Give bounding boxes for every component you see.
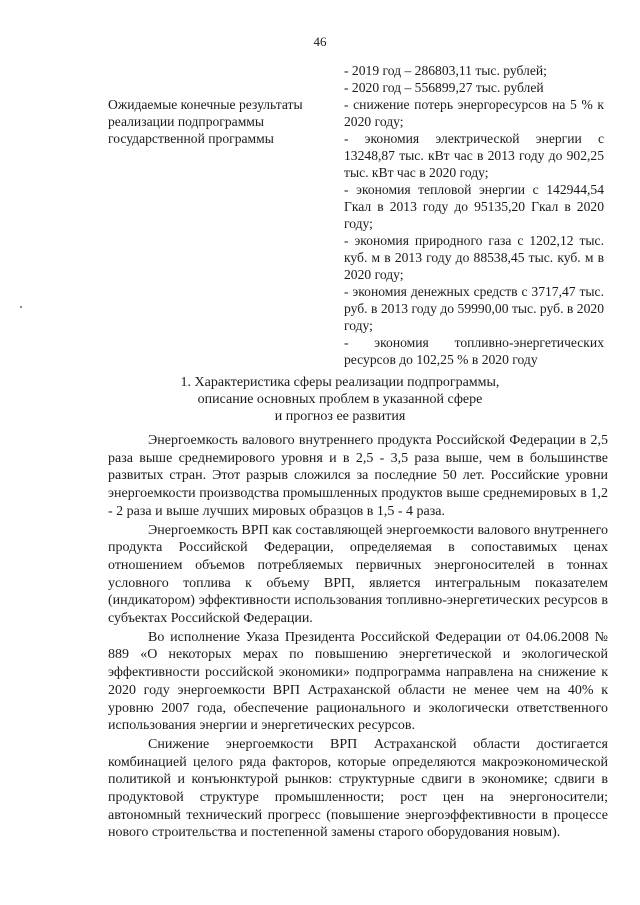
- funding-line-2020: - 2020 год – 556899,27 тыс. рублей: [344, 80, 544, 95]
- section-heading: [120, 374, 560, 425]
- section-body: [108, 432, 608, 843]
- table-values-column: [344, 62, 604, 368]
- result-item-losses: - снижение потерь энергоресурсов на 5 % к 2020 году;: [344, 97, 604, 129]
- paragraph: Снижение энергоемкости ВРП Астраханской области достигается комбинацией целого ряда факторов, которые определяются макроэкономической политикой и конъюнктурой рынков: структурные сдвиги в экономике; сдвиги в продуктовой структуре промышленности; рост цен на энергоносители; автономный технический прогресс (повышение энергоэффективности в процессе нового строительства и постепенной замены старого оборудования новым).: [108, 736, 608, 841]
- funding-line-2019: - 2019 год – 286803,11 тыс. рублей;: [344, 63, 547, 78]
- paragraph: Энергоемкость ВРП как составляющей энергоемкости валового внутреннего продукта Российской Федерации, определяемая в сопоставимых ценах отношением объемов потребляемых первичных энергоносителей в тоннах условного топлива к объему ВРП, является интегральным показателем (индикатором) эффективности использования топливно-энергетических ресурсов в субъектах Российской Федерации.: [108, 522, 608, 627]
- page-number: 46: [313, 34, 327, 49]
- result-item-electricity: - экономия электрической энергии с 13248,87 тыс. кВт час в 2013 году до 902,25 тыс. кВт час в 2020 году;: [344, 131, 604, 180]
- section-heading-line: 1. Характеристика сферы реализации подпрограммы,: [180, 375, 500, 390]
- section-heading-line: описание основных проблем в указанной сфере: [197, 392, 483, 407]
- paragraph: Во исполнение Указа Президента Российской Федерации от 04.06.2008 № 889 «О некоторых мерах по повышению энергетической и экологической эффективности российской экономики» подпрограмма направлена на снижение к 2020 году энергоемкости ВРП Астраханской области не менее чем на 40% к уровню 2007 года, обеспечение рационального и экологически ответственного использования энергии и энергетических ресурсов.: [108, 629, 608, 734]
- result-item-money: - экономия денежных средств с 3717,47 тыс. руб. в 2013 году до 59990,00 тыс. руб. в 2020 году;: [344, 284, 604, 333]
- summary-table: [0, 62, 640, 372]
- table-label-expected-results: Ожидаемые конечные результаты реализации подпрограммы государственной программы: [108, 97, 303, 146]
- section-heading-line: и прогноз ее развития: [274, 409, 406, 424]
- paragraph: Энергоемкость валового внутреннего продукта Российской Федерации в 2,5 раза выше среднемирового уровня и в 2,5 - 3,5 раза выше, чем в большинстве развитых стран. Этот разрыв сложился за последние 50 лет. Российские уровни энергоемкости производства промышленных продуктов выше среднемировых в 1,2 - 2 раза и выше лучших мировых образцов в 1,5 - 4 раза.: [108, 433, 608, 519]
- result-item-heat: - экономия тепловой энергии с 142944,54 Гкал в 2013 году до 95135,20 Гкал в 2020 году;: [344, 182, 604, 231]
- result-item-gas: - экономия природного газа с 1202,12 тыс. куб. м в 2013 году до 88538,45 тыс. куб. м в 2020 году;: [344, 233, 604, 282]
- result-item-fuel: - экономия топливно-энергетических ресурсов до 102,25 % в 2020 году: [344, 335, 604, 367]
